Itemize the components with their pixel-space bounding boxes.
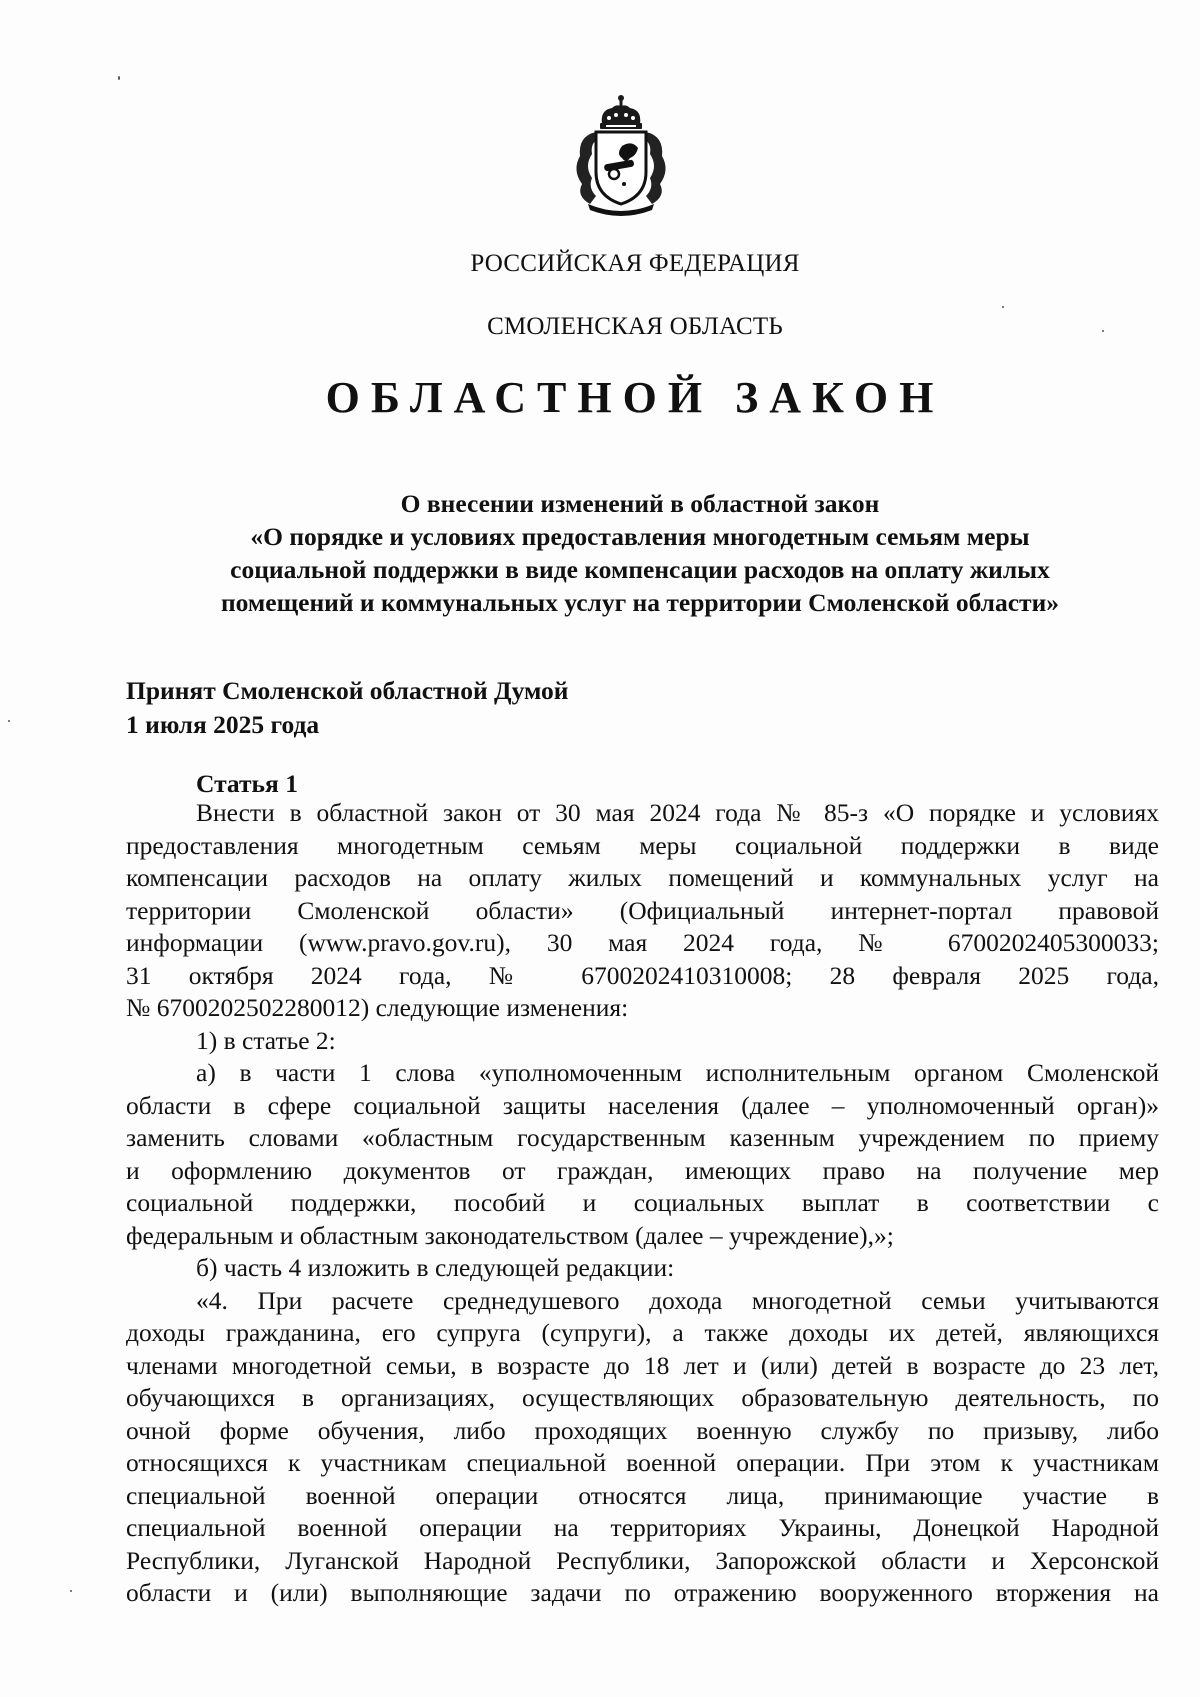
body-line: предоставления многодетным семьям меры социальной поддержки в виде — [126, 830, 1159, 860]
scan-speck — [1002, 306, 1004, 308]
law-subject-title — [160, 487, 1120, 619]
adoption-note — [126, 674, 568, 742]
subject-line: О внесении изменений в областной закон — [400, 489, 880, 518]
subject-line: помещений и коммунальных услуг на территории Смоленской области» — [220, 588, 1060, 617]
adoption-body: Принят Смоленской областной Думой — [126, 676, 569, 705]
body-line: «4. При расчете среднедушевого дохода многодетной семьи учитываются — [196, 1285, 1159, 1315]
body-line: информации (www.pravo.gov.ru), 30 мая 2024 года, № 6700202405300033; — [126, 928, 1159, 957]
body-line: области в сфере социальной защиты населения (далее – уполномоченный орган)» — [126, 1090, 1159, 1120]
region-heading: СМОЛЕНСКАЯ ОБЛАСТЬ — [487, 313, 783, 340]
body-line: территории Смоленской области» (Официальный интернет-портал правовой — [126, 895, 1159, 925]
body-line: федеральным и областным законодательством (далее – учреждение),»; — [126, 1220, 894, 1250]
body-line: 31 октября 2024 года, № 6700202410310008; 28 февраля 2025 года, — [126, 960, 1159, 990]
scan-speck — [118, 76, 120, 80]
scan-speck — [1102, 330, 1104, 332]
body-line: б) часть 4 изложить в следующей редакции: — [196, 1253, 675, 1282]
body-line: 1) в статье 2: — [196, 1025, 336, 1055]
body-line: социальной поддержки, пособий и социальных выплат в соответствии с — [126, 1188, 1159, 1217]
subject-line: «О порядке и условиях предоставления многодетным семьям меры — [250, 522, 1030, 551]
document-type-title: ОБЛАСТНОЙ ЗАКОН — [325, 373, 945, 422]
body-line: и оформлению документов от граждан, имеющих право на получение мер — [126, 1155, 1159, 1185]
body-line: очной форме обучения, либо проходящих военную службу по призыву, либо — [126, 1415, 1159, 1445]
body-line: № 6700202502280012) следующие изменения: — [126, 993, 629, 1022]
subject-line: социальной поддержки в виде компенсации расходов на оплату жилых — [230, 555, 1050, 584]
scan-speck — [70, 1590, 72, 1592]
body-line: Республики, Луганской Народной Республики, Запорожской области и Херсонской — [126, 1545, 1159, 1575]
body-line: Внести в областной закон от 30 мая 2024 года № 85-з «О порядке и условиях — [196, 798, 1159, 827]
body-line: а) в части 1 слова «уполномоченным исполнительным органом Смоленской — [196, 1058, 1159, 1087]
adoption-date: 1 июля 2025 года — [126, 710, 320, 739]
body-line: области и (или) выполняющие задачи по отражению вооруженного вторжения на — [126, 1578, 1159, 1607]
body-line: специальной военной операции относятся лица, принимающие участие в — [126, 1480, 1159, 1510]
article-heading: Статья 1 — [196, 769, 298, 798]
body-line: специальной военной операции на территориях Украины, Донецкой Народной — [126, 1513, 1159, 1542]
scan-speck — [8, 720, 10, 722]
body-line: относящихся к участникам специальной военной операции. При этом к участникам — [126, 1448, 1159, 1477]
body-line: обучающихся в организациях, осуществляющих образовательную деятельность, по — [126, 1383, 1159, 1412]
body-line: компенсации расходов на оплату жилых помещений и коммунальных услуг на — [126, 863, 1159, 892]
smolensk-coat-of-arms-icon — [566, 92, 676, 220]
body-line: заменить словами «областным государственным казенным учреждением по приему — [126, 1123, 1159, 1152]
body-line: членами многодетной семьи, в возрасте до 18 лет и (или) детей в возрасте до 23 лет, — [126, 1350, 1159, 1380]
body-line: доходы гражданина, его супруга (супруги), а также доходы их детей, являющихся — [126, 1318, 1159, 1347]
federation-heading: РОССИЙСКАЯ ФЕДЕРАЦИЯ — [470, 250, 800, 277]
article-body — [126, 797, 1159, 1610]
